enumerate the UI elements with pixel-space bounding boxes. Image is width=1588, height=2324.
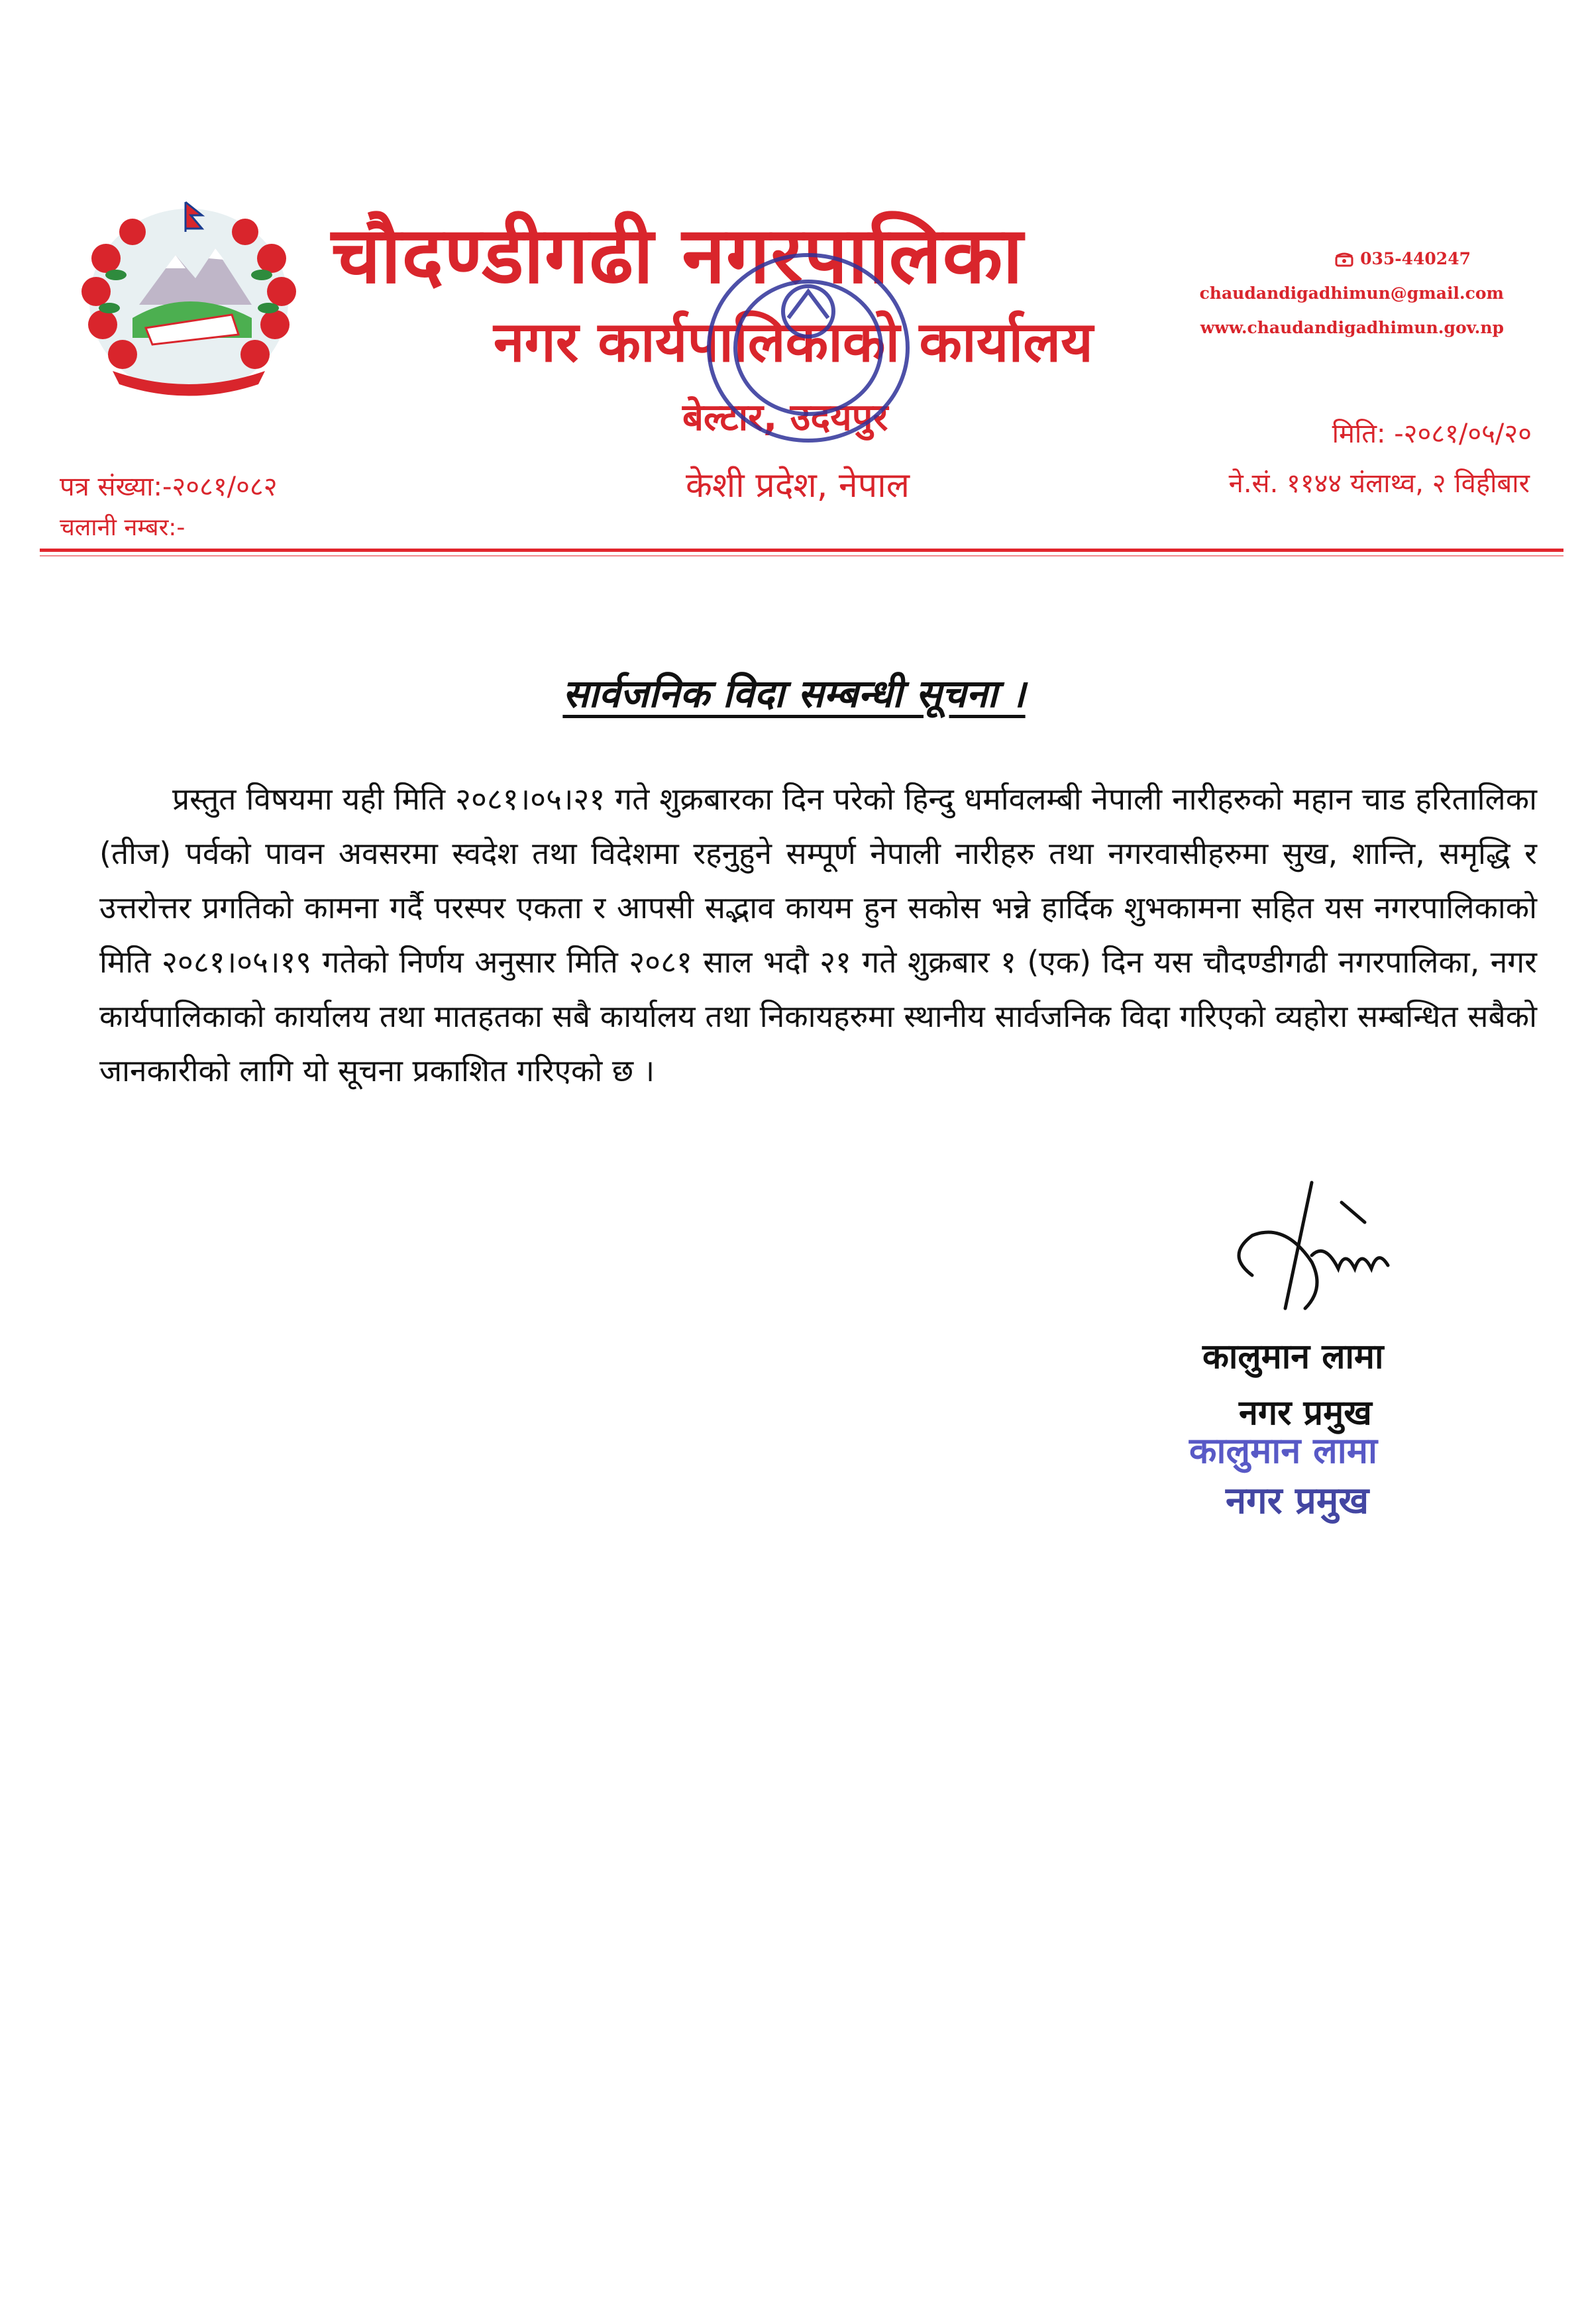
phone-row [1186, 242, 1471, 276]
notice-title [0, 666, 1588, 718]
office-subtitle: नगर कार्यपालिकाको कार्यालय [494, 309, 1093, 374]
address-line-2: केशी प्रदेश, नेपाल [686, 466, 910, 505]
email-address: chaudandigadhimun@gmail.com [1199, 284, 1504, 303]
notice-body: प्रस्तुत विषयमा यही मिति २०८१।०५।२१ गते शुक्रबारका दिन परेको हिन्दु धर्मावलम्बी नेपाली नारीहरुको महान चाड हरितालिका (तीज) पर्वको पावन अवसरमा स्वदेश तथा विदेशमा रहनुहुने सम्पूर्ण नेपाली नारीहरु तथा नगरवासीहरुमा सुख, शान्ति, समृद्धि र उत्तरोत्तर प्रगतिको कामना गर्दै परस्पर एकता र आपसी सद्भाव कायम हुन सकोस भन्ने हार्दिक शुभकामना सहित यस नगरपालिकाको मिति २०८१।०५।१९ गतेको निर्णय अनुसार मिति २०८१ साल भदौ २१ गते शुक्रबार १ (एक) दिन यस चौदण्डीगढी नगरपालिका, नगर कार्यपालिकाको कार्यालय तथा मातहतका सबै कार्यालय तथा निकायहरुमा स्थानीय सार्वजनिक विदा गरिएको व्यहोरा सम्बन्धित सबैको जानकारीको लागि यो सूचना प्रकाशित गरिएको छ । [99, 781, 1537, 1088]
contact-block [1186, 242, 1583, 345]
header-divider [40, 549, 1563, 552]
notice-title-text: सार्वजनिक विदा सम्बन्धी सूचना । [562, 671, 1026, 716]
signatory-name: कालुमान लामा [1202, 1337, 1384, 1377]
dispatch-number: चलानी नम्बर:- [60, 514, 185, 541]
letter-number: पत्र संख्या:-२०८१/०८२ [60, 472, 278, 502]
header-divider-thin [40, 555, 1563, 556]
website-url: www.chaudandigadhimun.gov.np [1200, 318, 1504, 337]
stamp-name: कालुमान लामा [1189, 1430, 1377, 1471]
nepal-era-date: ने.सं. ११४४ यंलाथ्व, २ विहीबार [1228, 468, 1530, 499]
letter-date: मिति: -२०८१/०५/२० [1332, 419, 1532, 449]
signature-icon [1212, 1176, 1431, 1328]
phone-number: 035-440247 [1360, 249, 1471, 268]
signatory-designation: नगर प्रमुख [1239, 1393, 1372, 1433]
office-name: चौदण्डीगढी नगरपालिका [331, 209, 1024, 301]
office-stamp-icon [689, 238, 927, 457]
address-line-1: बेल्टार, उदयपुर [682, 396, 888, 439]
nepal-emblem-icon [60, 185, 318, 411]
phone-icon [1335, 251, 1353, 267]
stamp-designation: नगर प्रमुख [1226, 1479, 1369, 1522]
